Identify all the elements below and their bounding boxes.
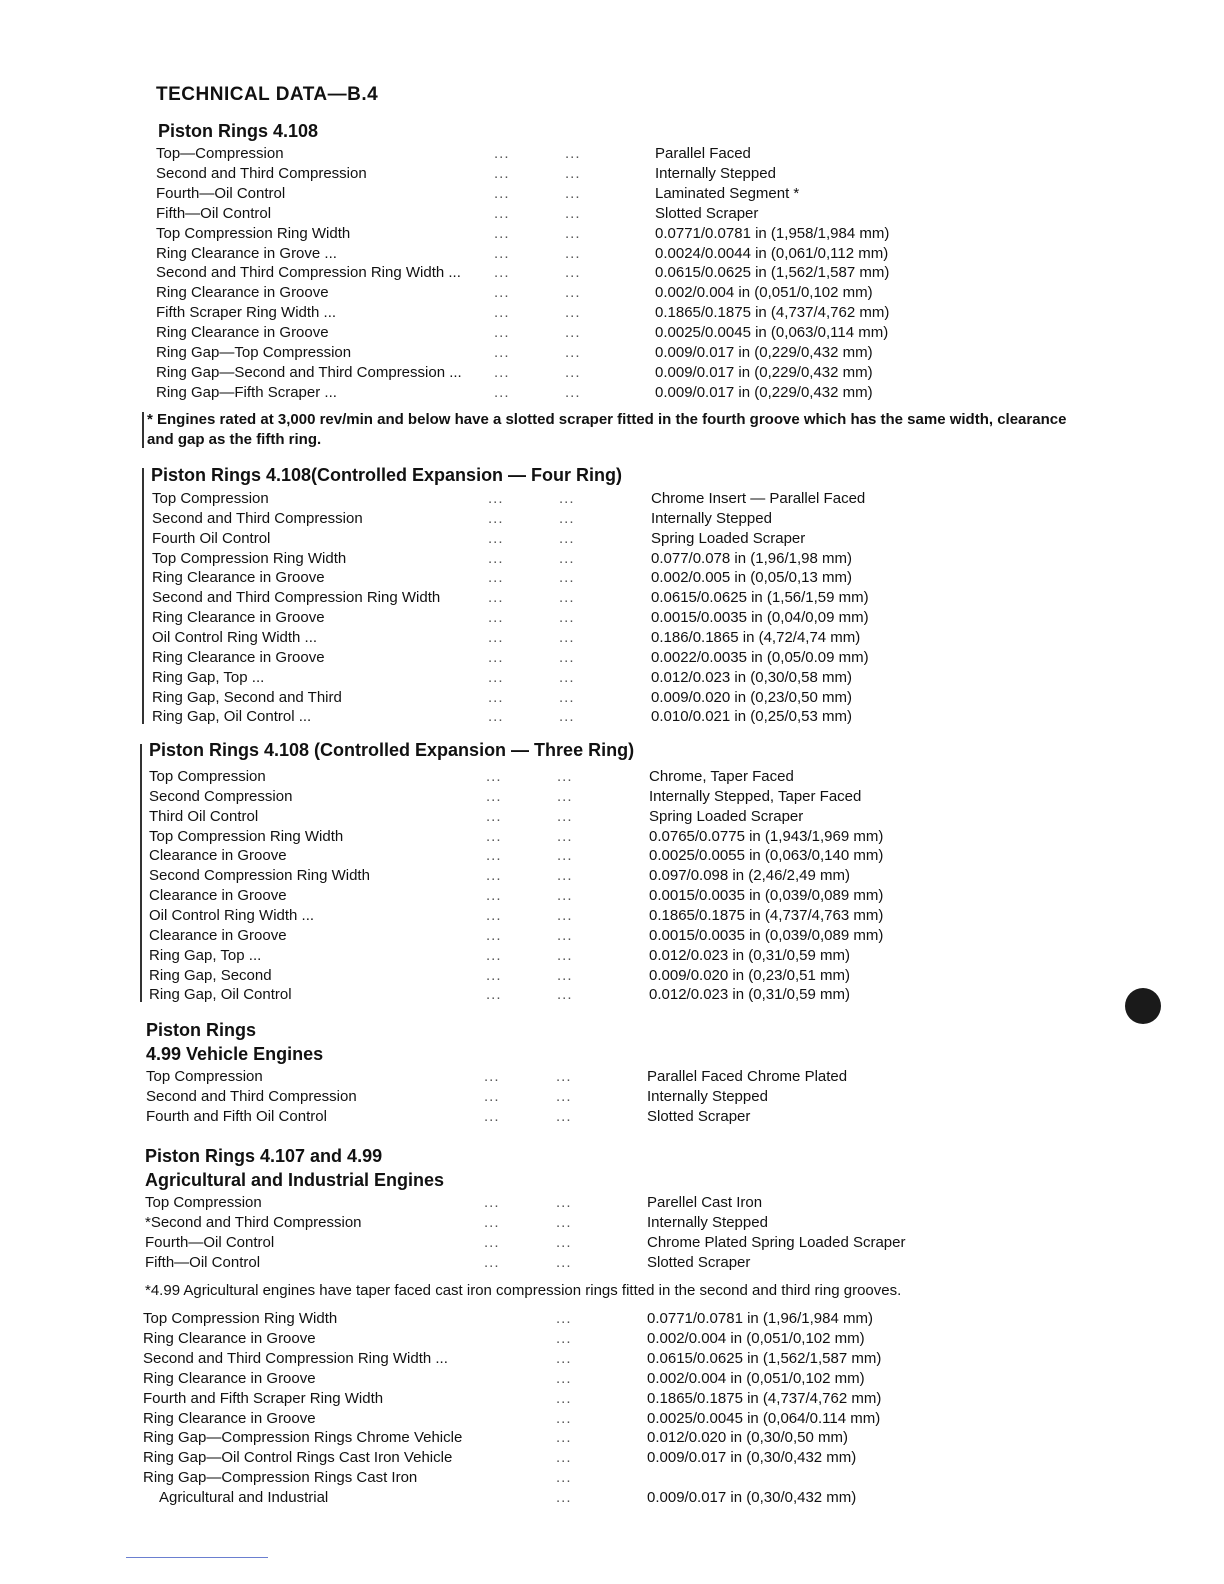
leader-dots: ... [559,708,575,726]
leader-dots: ... [488,688,504,706]
row-value: Slotted Scraper [655,204,759,222]
leader-dots: ... [488,569,504,587]
leader-dots: ... [556,1329,572,1347]
leader-dots: ... [486,966,502,984]
row-value: 0.0771/0.0781 in (1,96/1,984 mm) [647,1310,873,1327]
row-label: Top Compression Ring Width [143,1310,338,1327]
leader-dots: ... [557,906,573,924]
leader-dots: ... [488,708,504,726]
table-row [152,489,1071,509]
row-label: Ring Clearance in Groove [156,324,329,342]
row-label: Ring Gap—Compression Rings Chrome Vehicle [143,1429,463,1447]
table-row [145,1253,1067,1273]
leader-dots: ... [488,609,504,627]
leader-dots: ... [494,164,510,182]
table-row [149,966,1069,986]
row-value: 0.0015/0.0035 in (0,039/0,089 mm) [649,926,884,944]
table-row [149,906,1069,926]
page-title: TECHNICAL DATA—B.4 [156,84,379,105]
row-value: Chrome Insert — Parallel Faced [651,490,866,507]
leader-dots: ... [494,204,510,222]
leader-dots: ... [565,145,581,162]
leader-dots: ... [488,490,504,507]
table-row [156,283,1075,303]
leader-dots: ... [559,688,575,706]
leader-dots: ... [488,628,504,646]
leader-dots: ... [557,887,573,905]
table-row [156,263,1075,283]
row-value: Parellel Cast Iron [647,1194,763,1211]
table-row [152,509,1071,529]
table-row [152,529,1071,549]
leader-dots: ... [557,807,573,825]
row-label: Fourth Oil Control [152,529,271,547]
row-label: Top Compression [149,768,266,785]
table-row [149,767,1069,787]
row-label: Fifth—Oil Control [156,204,272,222]
table-row [152,608,1071,628]
table-row [156,343,1075,363]
row-value: 0.0615/0.0625 in (1,562/1,587 mm) [647,1349,882,1367]
row-value: 0.002/0.004 in (0,051/0,102 mm) [647,1369,865,1387]
table-row [152,568,1071,588]
row-label: Second and Third Compression Ring Width ... [156,264,461,282]
leader-dots: ... [494,304,510,322]
section-title-4108-three-ring: Piston Rings 4.108 (Controlled Expansion — Three Ring) [149,740,635,760]
row-label: Ring Clearance in Groove [143,1369,316,1387]
bottom-rule [126,1557,268,1558]
leader-dots: ... [565,204,581,222]
row-label: Ring Gap—Compression Rings Cast Iron [143,1469,418,1487]
row-label: Second Compression [149,787,293,805]
row-value: 0.077/0.078 in (1,96/1,98 mm) [651,549,852,567]
row-label: Fifth—Oil Control [145,1254,261,1271]
row-value: 0.002/0.005 in (0,05/0,13 mm) [651,569,852,587]
leader-dots: ... [556,1310,572,1327]
leader-dots: ... [484,1254,500,1271]
table-row [149,787,1069,807]
leader-dots: ... [556,1254,572,1271]
leader-dots: ... [565,344,581,361]
row-value: 0.0025/0.0045 in (0,063/0,114 mm) [655,324,889,342]
row-value: Laminated Segment * [655,184,800,202]
table-row [152,688,1071,708]
table-row [145,1233,1067,1253]
row-label: Ring Clearance in Groove [152,609,325,627]
table-row [152,549,1071,569]
table-row [152,648,1071,668]
leader-dots: ... [556,1429,572,1447]
leader-dots: ... [557,946,573,964]
leader-dots: ... [486,986,502,1004]
leader-dots: ... [559,628,575,646]
row-label: Ring Gap, Second and Third [152,688,342,706]
row-value: 0.002/0.004 in (0,051/0,102 mm) [647,1329,865,1347]
leader-dots: ... [557,926,573,944]
leader-dots: ... [494,264,510,282]
leader-dots: ... [488,529,504,547]
leader-dots: ... [486,768,502,785]
section-subtitle-499-vehicle: 4.99 Vehicle Engines [146,1044,324,1064]
table-row [152,588,1071,608]
row-label: Oil Control Ring Width ... [149,906,315,924]
row-value: 0.0765/0.0775 in (1,943/1,969 mm) [649,827,884,845]
table-row [149,807,1069,827]
table-row [143,1448,1067,1468]
leader-dots: ... [556,1389,572,1407]
leader-dots: ... [557,768,573,785]
row-value: Chrome Plated Spring Loaded Scraper [647,1234,906,1251]
leader-dots: ... [556,1234,572,1251]
section-title-4107-499: Piston Rings 4.107 and 4.99 [145,1146,383,1166]
row-value: Parallel Faced [655,145,751,162]
row-value: 0.0022/0.0035 in (0,05/0.09 mm) [651,648,869,666]
leader-dots: ... [565,244,581,262]
table-row [149,985,1069,1005]
section-subtitle-agri-industrial: Agricultural and Industrial Engines [145,1170,445,1190]
row-value: 0.010/0.021 in (0,25/0,53 mm) [651,708,852,726]
leader-dots: ... [486,787,502,805]
table-row [145,1193,1067,1213]
row-value: Parallel Faced Chrome Plated [647,1068,848,1085]
leader-dots: ... [484,1234,500,1251]
leader-dots: ... [488,509,504,527]
leader-dots: ... [556,1349,572,1367]
row-label: Ring Gap, Second [149,966,272,984]
leader-dots: ... [559,509,575,527]
table-row [143,1369,1067,1389]
leader-dots: ... [494,284,510,302]
row-value: 0.0771/0.0781 in (1,958/1,984 mm) [655,224,890,242]
table-row [156,144,1075,164]
leader-dots: ... [484,1194,500,1211]
row-label: Ring Gap, Top ... [152,668,265,686]
table-row [152,628,1071,648]
leader-dots: ... [565,164,581,182]
leader-dots: ... [484,1108,500,1125]
row-value: Spring Loaded Scraper [651,529,806,547]
table-row [156,224,1075,244]
row-label: Clearance in Groove [149,887,287,905]
row-label: Ring Clearance in Grove ... [156,244,337,262]
row-label: Top Compression Ring Width [156,224,351,242]
row-label: Third Oil Control [149,807,259,825]
leader-dots: ... [559,569,575,587]
row-value: 0.009/0.017 in (0,229/0,432 mm) [655,344,873,361]
leader-dots: ... [557,847,573,865]
leader-dots: ... [484,1068,500,1085]
row-label: Ring Clearance in Groove [152,569,325,587]
leader-dots: ... [565,284,581,302]
leader-dots: ... [559,668,575,686]
row-value: Internally Stepped, Taper Faced [649,787,862,805]
row-value: 0.0025/0.0055 in (0,063/0,140 mm) [649,847,884,865]
table-row [143,1349,1067,1369]
row-label: Second and Third Compression Ring Width [152,589,441,607]
leader-dots: ... [488,589,504,607]
leader-dots: ... [494,145,510,162]
leader-dots: ... [565,324,581,342]
leader-dots: ... [494,244,510,262]
row-value: Chrome, Taper Faced [649,768,794,785]
leader-dots: ... [557,867,573,885]
punch-hole [1125,988,1161,1024]
leader-dots: ... [556,1214,572,1231]
row-value: 0.0615/0.0625 in (1,56/1,59 mm) [651,589,869,607]
row-label: Ring Gap—Second and Third Compression ... [156,363,462,381]
revision-bar [142,468,144,724]
leader-dots: ... [486,946,502,964]
leader-dots: ... [494,324,510,342]
leader-dots: ... [565,304,581,322]
leader-dots: ... [486,887,502,905]
row-value: 0.012/0.023 in (0,30/0,58 mm) [651,668,852,686]
leader-dots: ... [559,490,575,507]
table-row [143,1329,1067,1349]
row-label: Ring Clearance in Groove [152,648,325,666]
row-value: 0.1865/0.1875 in (4,737/4,762 mm) [647,1389,882,1407]
leader-dots: ... [559,529,575,547]
leader-dots: ... [565,264,581,282]
row-value: 0.1865/0.1875 in (4,737/4,762 mm) [655,304,890,322]
revision-bar [140,744,142,1002]
row-label: Second and Third Compression [156,164,367,182]
leader-dots: ... [565,363,581,381]
table-row [146,1067,1067,1087]
row-label: Top Compression [152,490,269,507]
row-label: Agricultural and Industrial [159,1489,329,1507]
leader-dots: ... [559,609,575,627]
row-label: Ring Gap, Oil Control [149,986,292,1004]
row-label: *Second and Third Compression [145,1214,362,1231]
row-value: Slotted Scraper [647,1108,751,1125]
leader-dots: ... [486,827,502,845]
row-value: 0.009/0.020 in (0,23/0,51 mm) [649,966,850,984]
table-row [143,1409,1067,1429]
leader-dots: ... [559,549,575,567]
table-row [149,866,1069,886]
row-label: Second and Third Compression [152,509,363,527]
row-label: Oil Control Ring Width ... [152,628,318,646]
leader-dots: ... [486,906,502,924]
table-row [156,164,1075,184]
row-value: Slotted Scraper [647,1254,751,1271]
leader-dots: ... [556,1369,572,1387]
table-row [156,303,1075,323]
leader-dots: ... [556,1194,572,1211]
table-row [152,668,1071,688]
footnote-499-agricultural: *4.99 Agricultural engines have taper faced cast iron compression rings fitted in the second and third ring grooves. [145,1282,902,1299]
row-value: Internally Stepped [655,164,776,182]
leader-dots: ... [557,986,573,1004]
leader-dots: ... [565,383,581,401]
leader-dots: ... [557,966,573,984]
row-label: Second and Third Compression [146,1088,357,1105]
table-row [143,1428,1067,1448]
row-value: 0.012/0.020 in (0,30/0,50 mm) [647,1429,848,1447]
table-row [143,1468,1067,1488]
leader-dots: ... [565,184,581,202]
table-row [156,244,1075,264]
row-label: Top Compression [146,1068,263,1085]
leader-dots: ... [488,668,504,686]
table-row [156,383,1075,403]
leader-dots: ... [488,648,504,666]
row-value: Spring Loaded Scraper [649,807,804,825]
table-row [143,1488,1067,1508]
row-label: Second and Third Compression Ring Width ... [143,1349,448,1367]
row-value: 0.012/0.023 in (0,31/0,59 mm) [649,946,850,964]
leader-dots: ... [494,224,510,242]
leader-dots: ... [565,224,581,242]
row-label: Ring Clearance in Groove [156,284,329,302]
row-value: 0.0025/0.0045 in (0,064/0.114 mm) [647,1409,881,1427]
section-title-4108-four-ring: Piston Rings 4.108(Controlled Expansion — Four Ring) [151,465,623,485]
table-row [145,1213,1067,1233]
section-title-piston-rings-499: Piston Rings [146,1020,257,1040]
leader-dots: ... [486,867,502,885]
table-row [156,184,1075,204]
row-value: Internally Stepped [651,509,772,527]
row-label: Ring Clearance in Groove [143,1329,316,1347]
table-row [143,1389,1067,1409]
row-label: Ring Clearance in Groove [143,1409,316,1427]
row-label: Ring Gap, Top ... [149,946,262,964]
leader-dots: ... [484,1214,500,1231]
leader-dots: ... [556,1068,572,1085]
table-row [156,204,1075,224]
row-label: Fourth—Oil Control [156,184,286,202]
row-value: 0.0615/0.0625 in (1,562/1,587 mm) [655,264,890,282]
leader-dots: ... [557,787,573,805]
table-row [149,946,1069,966]
leader-dots: ... [556,1449,572,1467]
row-value: 0.002/0.004 in (0,051/0,102 mm) [655,284,873,302]
row-label: Ring Gap, Oil Control ... [152,708,312,726]
table-row [149,926,1069,946]
leader-dots: ... [484,1088,500,1105]
leader-dots: ... [556,1489,572,1507]
leader-dots: ... [486,847,502,865]
row-value: Internally Stepped [647,1214,768,1231]
table-row [156,363,1075,383]
row-label: Clearance in Groove [149,926,287,944]
row-value: 0.009/0.017 in (0,30/0,432 mm) [647,1489,857,1507]
row-value: 0.1865/0.1875 in (4,737/4,763 mm) [649,906,884,924]
row-value: 0.009/0.020 in (0,23/0,50 mm) [651,688,852,706]
row-label: Fourth and Fifth Oil Control [146,1108,327,1125]
revision-bar [142,412,144,448]
table-row [146,1087,1067,1107]
row-label: Ring Gap—Oil Control Rings Cast Iron Vehicle [143,1449,453,1467]
row-label: Fifth Scraper Ring Width ... [156,304,337,322]
leader-dots: ... [559,648,575,666]
leader-dots: ... [556,1469,572,1487]
table-row [143,1309,1067,1329]
table-row [149,827,1069,847]
row-value: 0.0015/0.0035 in (0,039/0,089 mm) [649,887,884,905]
leader-dots: ... [494,383,510,401]
row-value: 0.0015/0.0035 in (0,04/0,09 mm) [651,609,869,627]
row-label: Top Compression [145,1194,262,1211]
leader-dots: ... [486,807,502,825]
leader-dots: ... [559,589,575,607]
leader-dots: ... [486,926,502,944]
row-label: Top—Compression [156,145,284,162]
row-value: 0.009/0.017 in (0,229/0,432 mm) [655,363,873,381]
leader-dots: ... [557,827,573,845]
row-label: Second Compression Ring Width [149,867,370,885]
table-row [146,1107,1067,1127]
leader-dots: ... [556,1088,572,1105]
row-label: Fourth and Fifth Scraper Ring Width [143,1389,384,1407]
leader-dots: ... [488,549,504,567]
leader-dots: ... [494,184,510,202]
row-value: Internally Stepped [647,1088,768,1105]
footnote-engines-rated: * Engines rated at 3,000 rev/min and below have a slotted scraper fitted in the fourth groove which has the same width, clearance and gap as the fifth ring. [147,411,1067,448]
row-value: 0.012/0.023 in (0,31/0,59 mm) [649,986,850,1004]
row-value: 0.009/0.017 in (0,30/0,432 mm) [647,1449,857,1467]
table-row [149,846,1069,866]
row-label: Top Compression Ring Width [149,827,344,845]
row-label: Top Compression Ring Width [152,549,347,567]
leader-dots: ... [494,344,510,361]
table-row [149,886,1069,906]
section-title-4108: Piston Rings 4.108 [158,121,319,141]
row-label: Ring Gap—Top Compression [156,344,352,361]
table-row [156,323,1075,343]
row-value: 0.097/0.098 in (2,46/2,49 mm) [649,867,850,885]
leader-dots: ... [556,1409,572,1427]
leader-dots: ... [494,363,510,381]
row-value: 0.186/0.1865 in (4,72/4,74 mm) [651,628,861,646]
row-value: 0.009/0.017 in (0,229/0,432 mm) [655,383,873,401]
leader-dots: ... [556,1108,572,1125]
row-label: Clearance in Groove [149,847,287,865]
table-row [152,707,1071,727]
row-value: 0.0024/0.0044 in (0,061/0,112 mm) [655,244,889,262]
row-label: Fourth—Oil Control [145,1234,275,1251]
row-label: Ring Gap—Fifth Scraper ... [156,383,337,401]
